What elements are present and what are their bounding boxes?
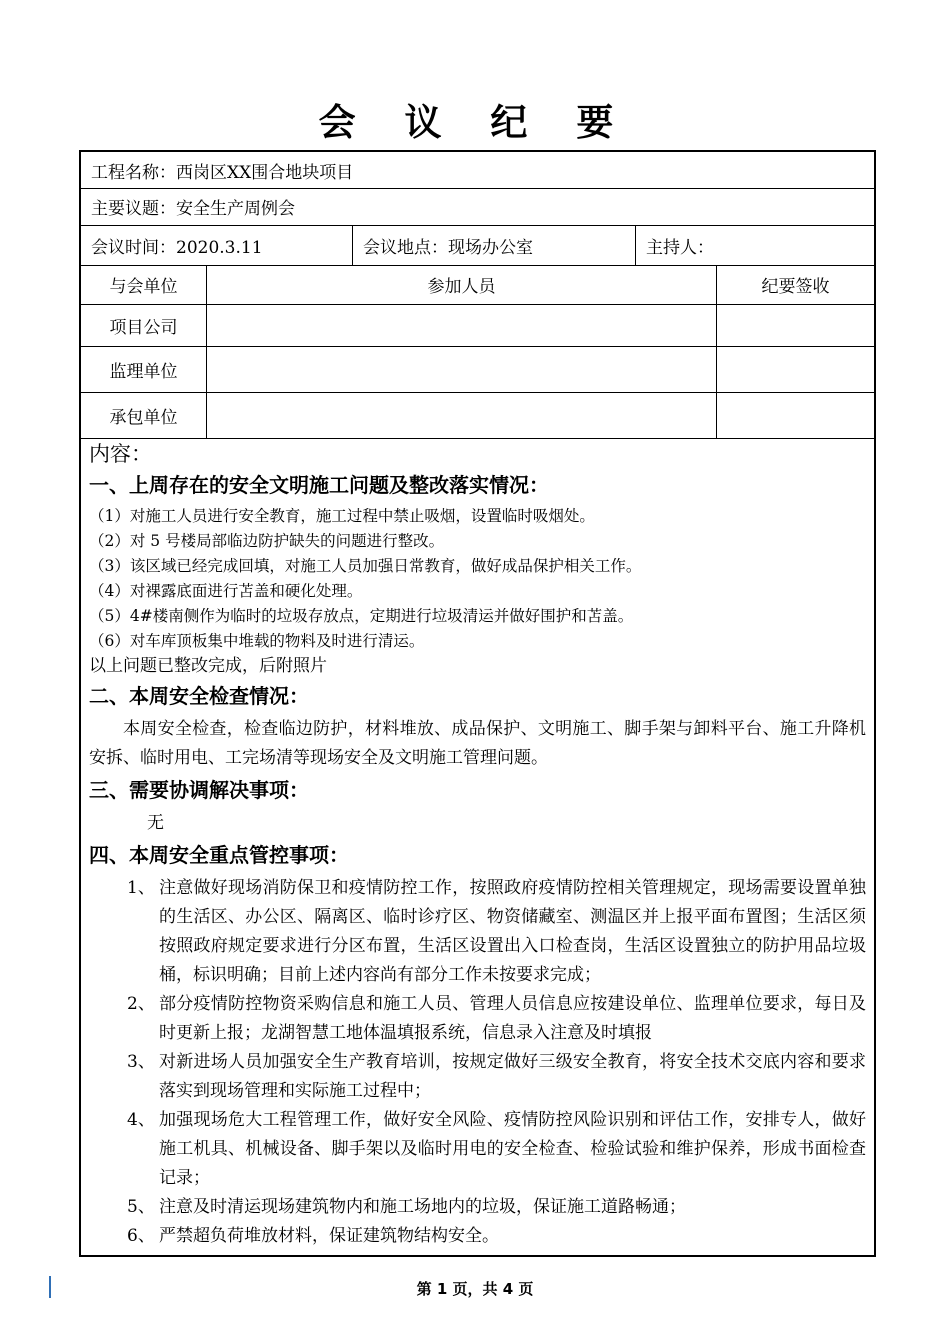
content-area [89, 440, 866, 1251]
section1-item: （5）4#楼南侧作为临时的垃圾存放点，定期进行垃圾清运并做好围护和苫盖。 [89, 607, 634, 625]
item-number: 3、 [127, 1052, 155, 1072]
section1-item: （2）对 5 号楼局部临边防护缺失的问题进行整改。 [89, 532, 445, 550]
sign-cell [716, 346, 874, 392]
document-title: 会 议 纪 要 [318, 101, 632, 144]
section4-item [89, 1222, 866, 1251]
project-row [81, 152, 874, 189]
item-number: 5、 [127, 1197, 155, 1217]
section1-item: （3）该区域已经完成回填，对施工人员加强日常教育，做好成品保护相关工作。 [89, 557, 642, 575]
section4-item [89, 990, 866, 1048]
section1-item: （1）对施工人员进行安全教育，施工过程中禁止吸烟，设置临时吸烟处。 [89, 507, 595, 525]
sign-cell [716, 304, 874, 346]
section1-item: （6）对车库顶板集中堆载的物料及时进行清运。 [89, 632, 425, 650]
item-text: 注意及时清运现场建筑物内和施工场地内的垃圾，保证施工道路畅通； [159, 1197, 686, 1217]
minutes-form [79, 150, 876, 1257]
col-unit-header: 与会单位 [109, 277, 178, 297]
section1-item: （4）对裸露底面进行苫盖和硬化处理。 [89, 582, 363, 600]
people-cell [206, 304, 716, 346]
attendance-row [81, 346, 874, 393]
attendance-header-row [81, 265, 874, 305]
item-text: 严禁超负荷堆放材料，保证建筑物结构安全。 [159, 1226, 499, 1246]
item-number: 4、 [127, 1110, 155, 1130]
time-location-row [81, 225, 874, 266]
project-name: 工程名称：西岗区XX围合地块项目 [91, 162, 354, 183]
section1-note: 以上问题已整改完成，后附照片 [89, 656, 327, 676]
section2-heading: 二、本周安全检查情况： [89, 684, 309, 708]
meeting-host: 主持人： [635, 225, 874, 265]
section4-item [89, 1106, 866, 1193]
attendance-row [81, 304, 874, 347]
item-text: 对新进场人员加强安全生产教育培训，按规定做好三级安全教育，将安全技术交底内容和要求落实到现场管理和实际施工过程中； [159, 1052, 866, 1101]
meeting-topic: 主要议题：安全生产周例会 [91, 199, 295, 219]
item-number: 6、 [127, 1226, 155, 1246]
section4-list [89, 874, 866, 1251]
section1-heading: 一、上周存在的安全文明施工问题及整改落实情况： [89, 473, 549, 497]
section2-text: 本周安全检查，检查临边防护，材料堆放、成品保护、文明施工、脚手架与卸料平台、施工升降机安拆、临时用电、工完场清等现场安全及文明施工管理问题。 [89, 719, 866, 768]
item-text: 注意做好现场消防保卫和疫情防控工作，按照政府疫情防控相关管理规定，现场需要设置单独的生活区、办公区、隔离区、临时诊疗区、物资储藏室、测温区并上报平面布置图；生活区须按照政府规定要求进行分区布置，生活区设置出入口检查岗，生活区设置独立的防护用品垃圾桶，标识明确；目前上述内容尚有部分工作未按要求完成； [159, 878, 866, 985]
attendance-row [81, 392, 874, 439]
section4-item [89, 1048, 866, 1106]
meeting-location: 会议地点：现场办公室 [352, 225, 635, 265]
unit-name: 项目公司 [109, 317, 178, 338]
sign-cell [716, 392, 874, 438]
col-people-header: 参加人员 [206, 265, 716, 304]
page-footer: 第 1 页，共 4 页 [416, 1280, 534, 1298]
section3-heading: 三、需要协调解决事项： [89, 778, 309, 802]
item-text: 部分疫情防控物资采购信息和施工人员、管理人员信息应按建设单位、监理单位要求，每日及时更新上报；龙湖智慧工地体温填报系统，信息录入注意及时填报 [159, 994, 866, 1043]
people-cell [206, 392, 716, 438]
section4-heading: 四、本周安全重点管控事项： [89, 843, 349, 867]
section4-item [89, 1193, 866, 1222]
col-sign-header: 纪要签收 [716, 265, 874, 304]
unit-name: 承包单位 [109, 407, 178, 428]
topic-row [81, 188, 874, 226]
item-number: 1、 [127, 878, 155, 898]
item-number: 2、 [127, 994, 155, 1014]
meeting-time: 会议时间：2020.3.11 [91, 237, 263, 258]
item-text: 加强现场危大工程管理工作，做好安全风险、疫情防控风险识别和评估工作，安排专人，做好施工机具、机械设备、脚手架以及临时用电的安全检查、检验试验和维护保养，形成书面检查记录； [159, 1110, 866, 1188]
people-cell [206, 346, 716, 392]
section3-text: 无 [147, 813, 164, 833]
content-label: 内容： [89, 442, 152, 466]
section4-item [89, 874, 866, 990]
unit-name: 监理单位 [109, 361, 178, 382]
